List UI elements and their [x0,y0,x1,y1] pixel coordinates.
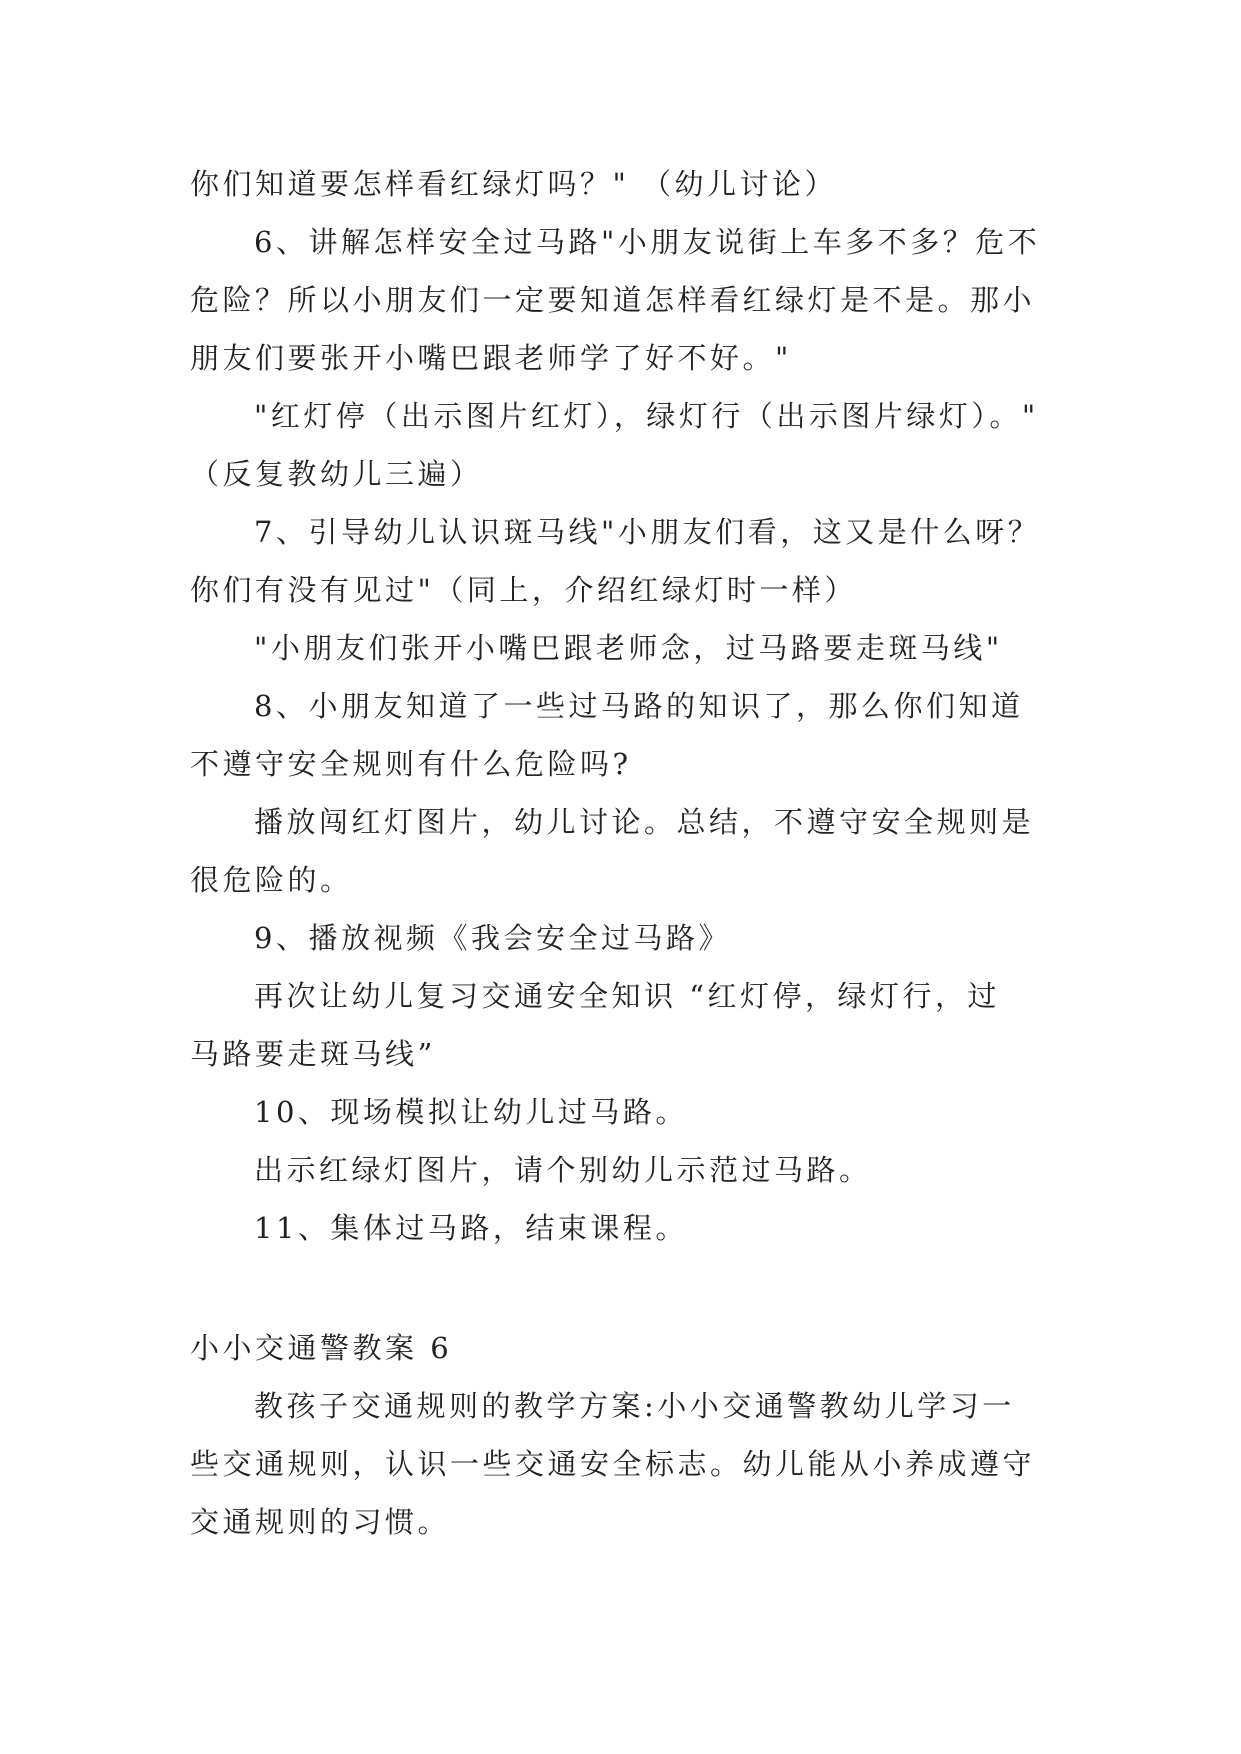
text-line: 交通规则的习惯。 [190,1505,451,1539]
text-line: 教孩子交通规则的教学方案:小小交通警教幼儿学习一 [254,1389,1015,1423]
document-page [190,155,1060,1551]
text-line: 8、小朋友知道了一些过马路的知识了，那么你们知道 [254,689,1024,723]
text-line: 不遵守安全规则有什么危险吗? [190,747,632,781]
text-line: （反复教幼儿三遍） [190,457,483,491]
text-line: 11、集体过马路，结束课程。 [254,1211,688,1245]
text-line: "小朋友们张开小嘴巴跟老师念，过马路要走斑马线" [254,631,1003,665]
text-line: 播放闯红灯图片，幼儿讨论。总结，不遵守安全规则是 [254,805,1035,839]
text-line: 危险？所以小朋友们一定要知道怎样看红绿灯是不是。那小 [190,283,1036,317]
section-title: 小小交通警教案 6 [190,1331,453,1365]
text-line: 出示红绿灯图片，请个别幼儿示范过马路。 [254,1153,872,1187]
text-line: 很危险的。 [190,863,353,897]
section-spacer [190,1257,1060,1319]
text-line: 9、播放视频《我会安全过马路》 [254,921,731,955]
text-line: 你们知道要怎样看红绿灯吗？" （幼儿讨论） [190,167,838,201]
text-line: 7、引导幼儿认识斑马线"小朋友们看，这又是什么呀？ [254,515,1041,549]
text-line: 朋友们要张开小嘴巴跟老师学了好不好。" [190,341,792,375]
text-line: 10、现场模拟让幼儿过马路。 [254,1095,688,1129]
text-line: 马路要走斑马线” [190,1037,436,1071]
text-line: "红灯停（出示图片红灯），绿灯行（出示图片绿灯）。" [254,399,1039,433]
text-line: 你们有没有见过"（同上，介绍红绿灯时一样） [190,573,857,607]
text-line: 6、讲解怎样安全过马路"小朋友说街上车多不多？危不 [254,225,1041,259]
text-line: 再次让幼儿复习交通安全知识 “红灯停，绿灯行，过 [254,979,1001,1013]
text-line: 些交通规则，认识一些交通安全标志。幼儿能从小养成遵守 [190,1447,1036,1481]
